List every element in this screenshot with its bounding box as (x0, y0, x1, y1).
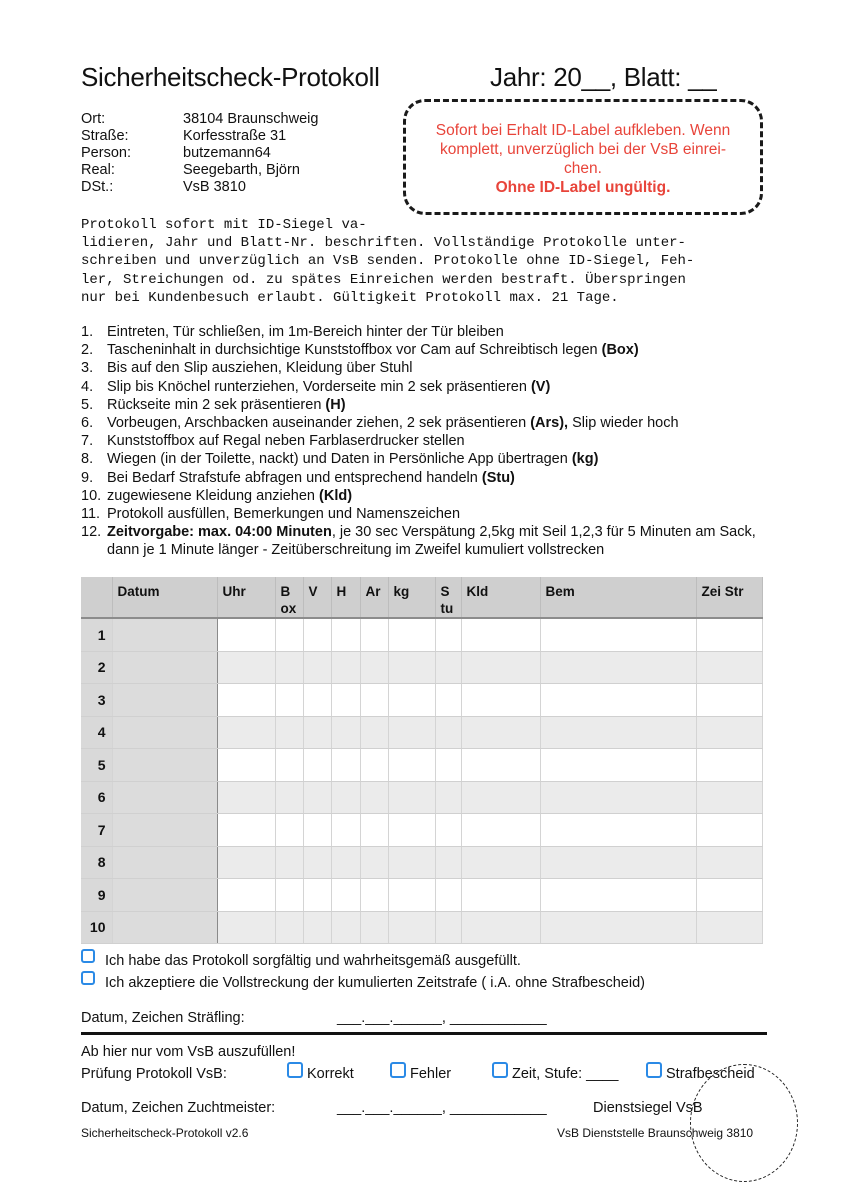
step-number: 1. (81, 324, 94, 340)
table-cell[interactable] (360, 879, 388, 912)
table-cell[interactable] (112, 684, 217, 717)
step-text (107, 414, 679, 432)
step-number: 9. (81, 469, 94, 486)
table-cell[interactable] (331, 618, 360, 651)
table-row (81, 846, 762, 879)
table-cell[interactable] (388, 716, 435, 749)
table-cell[interactable] (331, 749, 360, 782)
declaration-checkbox-2[interactable] (81, 971, 95, 985)
table-cell[interactable] (461, 716, 540, 749)
table-cell[interactable] (360, 846, 388, 879)
info-label: Ort: (81, 111, 106, 127)
table-cell[interactable] (275, 781, 303, 814)
step-text (107, 523, 781, 559)
table-cell[interactable] (112, 781, 217, 814)
step-item (81, 432, 781, 450)
column-header: S tu (435, 577, 461, 618)
info-value: 38104 Braunschweig (183, 111, 319, 127)
row-number: 4 (81, 716, 112, 749)
option-zeit-stufe[interactable] (492, 1062, 619, 1082)
step-number: 6. (81, 415, 94, 432)
step-text-part: Bis auf den Slip ausziehen, Kleidung über Stuhl (107, 360, 413, 377)
declaration-text: Ich habe das Protokoll sorgfältig und wahrheitsgemäß ausgefüllt. (105, 953, 521, 969)
id-label-warning: Ohne ID-Label ungültig. (495, 179, 671, 196)
column-header (81, 577, 112, 618)
table-cell[interactable] (435, 651, 461, 684)
step-number: 8. (81, 451, 94, 468)
row-number: 6 (81, 781, 112, 814)
info-value: Korfesstraße 31 (183, 128, 287, 144)
step-text-part: Slip wieder hoch (568, 415, 679, 432)
instructions-paragraph (81, 216, 771, 307)
row-number: 1 (81, 618, 112, 651)
step-text (107, 341, 639, 359)
step-text-part: Protokoll ausfüllen, Bemerkungen und Namenszeichen (107, 506, 461, 523)
fehler-checkbox[interactable] (390, 1062, 406, 1078)
table-cell[interactable] (112, 651, 217, 684)
warden-signature-label: Datum, Zeichen Zuchtmeister: (81, 1100, 276, 1116)
info-value: butzemann64 (183, 145, 271, 161)
declaration-text: Ich akzeptiere die Vollstreckung der kumulierten Zeitstrafe ( i.A. ohne Strafbescheid) (105, 975, 645, 991)
step-text (107, 378, 550, 396)
table-cell[interactable] (275, 651, 303, 684)
table-cell[interactable] (112, 716, 217, 749)
table-cell[interactable] (217, 716, 275, 749)
step-item (81, 378, 781, 396)
step-code: (H) (325, 396, 346, 413)
row-number: 2 (81, 651, 112, 684)
step-number: 12. (81, 524, 102, 541)
column-header: V (303, 577, 331, 618)
step-item (81, 396, 781, 414)
table-cell[interactable] (696, 846, 762, 879)
instruction-line: lidieren, Jahr und Blatt-Nr. beschriften. Vollständige Protokolle unter- (81, 235, 686, 252)
table-cell[interactable] (540, 716, 696, 749)
info-row-strasse (81, 128, 318, 145)
table-cell[interactable] (275, 749, 303, 782)
table-cell[interactable] (112, 618, 217, 651)
table-cell[interactable] (540, 618, 696, 651)
column-header: B ox (275, 577, 303, 618)
step-code: (Ars), (530, 415, 569, 432)
step-text-part: Kunststoffbox auf Regal neben Farblaserdrucker stellen (107, 433, 465, 450)
log-table (81, 577, 763, 944)
table-cell[interactable] (360, 911, 388, 944)
document-title: Sicherheitscheck-Protokoll (81, 62, 380, 92)
table-cell[interactable] (217, 618, 275, 651)
step-item (81, 359, 781, 377)
table-row (81, 879, 762, 912)
table-cell[interactable] (696, 879, 762, 912)
table-cell[interactable] (275, 846, 303, 879)
info-label: Person: (81, 145, 131, 161)
step-item (81, 469, 781, 487)
table-cell[interactable] (217, 684, 275, 717)
table-cell[interactable] (112, 814, 217, 847)
table-cell[interactable] (540, 781, 696, 814)
option-label: Zeit, Stufe: ____ (512, 1066, 619, 1082)
table-cell[interactable] (696, 651, 762, 684)
table-cell[interactable] (540, 684, 696, 717)
table-cell[interactable] (435, 814, 461, 847)
table-cell[interactable] (388, 651, 435, 684)
table-cell[interactable] (540, 651, 696, 684)
seal-label: Dienstsiegel VsB (593, 1100, 703, 1116)
id-label-text: Sofort bei Erhalt ID-Label aufkleben. Wenn (435, 122, 731, 139)
instruction-line: schreiben und unverzüglich an VsB senden. Protokolle ohne ID-Siegel, Feh- (81, 253, 695, 270)
step-number: 11. (81, 506, 101, 523)
table-cell[interactable] (461, 684, 540, 717)
step-code: (V) (530, 378, 551, 395)
section-divider (81, 1032, 767, 1035)
step-item (81, 341, 781, 359)
info-row-real (81, 162, 318, 179)
instruction-line: nur bei Kundenbesuch erlaubt. Gültigkeit Protokoll max. 21 Tage. (81, 289, 619, 306)
info-label: DSt.: (81, 179, 114, 195)
table-cell[interactable] (275, 911, 303, 944)
step-number: 5. (81, 396, 94, 413)
step-number: 7. (81, 433, 94, 450)
footer-version: Sicherheitscheck-Protokoll v2.6 (81, 1126, 249, 1140)
step-number: 2. (81, 342, 94, 359)
table-cell[interactable] (303, 749, 331, 782)
table-cell[interactable] (303, 911, 331, 944)
table-cell[interactable] (331, 684, 360, 717)
table-cell[interactable] (275, 879, 303, 912)
table-cell[interactable] (112, 879, 217, 912)
step-text-part: Rückseite min 2 sek präsentieren (107, 396, 326, 413)
table-cell[interactable] (360, 749, 388, 782)
table-cell[interactable] (360, 781, 388, 814)
step-code: (kg) (571, 451, 599, 468)
column-header: Zei Str (696, 577, 762, 618)
step-code: (Box) (601, 342, 639, 359)
table-cell[interactable] (696, 911, 762, 944)
table-cell[interactable] (461, 879, 540, 912)
table-cell[interactable] (540, 911, 696, 944)
table-cell[interactable] (388, 814, 435, 847)
strafbescheid-checkbox[interactable] (646, 1062, 662, 1078)
info-label: Real: (81, 162, 115, 178)
steps-list (81, 323, 781, 560)
info-value: Seegebarth, Björn (183, 162, 300, 178)
id-label-text: komplett, unverzüglich bei der VsB einrei- (439, 141, 727, 158)
table-cell[interactable] (303, 716, 331, 749)
table-cell[interactable] (696, 716, 762, 749)
table-cell[interactable] (360, 618, 388, 651)
table-cell[interactable] (112, 911, 217, 944)
step-text-part: Slip bis Knöchel runterziehen, Vorderseite min 2 sek präsentieren (107, 378, 531, 395)
table-cell[interactable] (461, 911, 540, 944)
table-cell[interactable] (388, 879, 435, 912)
step-item (81, 523, 781, 559)
prisoner-signature-label: Datum, Zeichen Sträfling: (81, 1010, 245, 1026)
table-cell[interactable] (331, 651, 360, 684)
table-cell[interactable] (217, 781, 275, 814)
step-item (81, 414, 781, 432)
step-text-part: Bei Bedarf Strafstufe abfragen und entsprechend handeln (107, 469, 482, 486)
table-cell[interactable] (461, 814, 540, 847)
column-header: Uhr (217, 577, 275, 618)
table-cell[interactable] (461, 846, 540, 879)
table-cell[interactable] (303, 684, 331, 717)
option-label: Fehler (410, 1066, 452, 1082)
table-cell[interactable] (275, 716, 303, 749)
table-cell[interactable] (435, 911, 461, 944)
year-sheet-field: Jahr: 20__, Blatt: __ (490, 62, 717, 92)
declaration-checkbox-1[interactable] (81, 949, 95, 963)
table-cell[interactable] (540, 846, 696, 879)
zeit-stufe-checkbox[interactable] (492, 1062, 508, 1078)
step-text-part: Tascheninhalt in durchsichtige Kunststoffbox vor Cam auf Schreibtisch legen (107, 342, 602, 359)
table-cell[interactable] (435, 684, 461, 717)
footer-office: VsB Dienststelle Braunschweig 3810 (557, 1126, 754, 1140)
table-cell[interactable] (303, 846, 331, 879)
table-cell[interactable] (275, 684, 303, 717)
table-cell[interactable] (303, 814, 331, 847)
table-cell[interactable] (217, 846, 275, 879)
declaration-2 (81, 975, 645, 991)
vsb-only-note: Ab hier nur vom VsB auszufüllen! (81, 1044, 296, 1060)
row-number: 7 (81, 814, 112, 847)
table-cell[interactable] (112, 846, 217, 879)
step-text-part: zugewiesene Kleidung anziehen (107, 487, 320, 504)
row-number: 3 (81, 684, 112, 717)
prisoner-signature-field[interactable]: ___.___.______, ____________ (337, 1010, 547, 1026)
row-number: 9 (81, 879, 112, 912)
table-cell[interactable] (435, 716, 461, 749)
table-row (81, 618, 762, 651)
table-cell[interactable] (360, 716, 388, 749)
info-row-dst (81, 179, 318, 196)
step-text (107, 323, 504, 341)
step-text (107, 505, 460, 523)
table-cell[interactable] (461, 651, 540, 684)
table-cell[interactable] (461, 749, 540, 782)
table-cell[interactable] (360, 651, 388, 684)
instruction-line: ler, Streichungen od. zu spätes Einreichen werden bestraft. Überspringen (81, 271, 686, 288)
table-row (81, 684, 762, 717)
table-row (81, 749, 762, 782)
row-number: 8 (81, 846, 112, 879)
step-text-part: , je 30 sec Verspätung 2,5kg mit Seil 1,2,3 für 5 Minuten am Sack, dann je 1 Minute länger - Zeitüberschreitung im Zweifel kumuliert vollstrecken (107, 524, 756, 559)
step-text-part: Wiegen (in der Toilette, nackt) und Daten in Persönliche App übertragen (107, 451, 572, 468)
table-cell[interactable] (435, 846, 461, 879)
table-cell[interactable] (217, 749, 275, 782)
table-cell[interactable] (461, 781, 540, 814)
step-item (81, 450, 781, 468)
step-code: Zeitvorgabe: max. 04:00 Minuten (107, 524, 332, 541)
address-block (81, 111, 318, 196)
column-header: Bem (540, 577, 696, 618)
step-number: 10. (81, 487, 102, 504)
table-cell[interactable] (388, 846, 435, 879)
step-text (107, 469, 515, 487)
table-cell[interactable] (303, 618, 331, 651)
step-number: 4. (81, 378, 94, 395)
table-cell[interactable] (217, 879, 275, 912)
table-cell[interactable] (696, 814, 762, 847)
seal-stamp-area (690, 1064, 798, 1182)
table-cell[interactable] (360, 684, 388, 717)
table-cell[interactable] (303, 651, 331, 684)
table-cell[interactable] (217, 814, 275, 847)
column-header: Datum (112, 577, 217, 618)
column-header: H (331, 577, 360, 618)
info-label: Straße: (81, 128, 129, 144)
id-label-text: chen. (564, 160, 602, 177)
table-cell[interactable] (217, 651, 275, 684)
option-fehler[interactable] (390, 1062, 452, 1082)
table-cell[interactable] (540, 814, 696, 847)
table-row (81, 814, 762, 847)
vsb-check-label: Prüfung Protokoll VsB: (81, 1066, 227, 1082)
step-text (107, 359, 413, 377)
table-cell[interactable] (696, 749, 762, 782)
step-text (107, 487, 352, 505)
table-cell[interactable] (275, 618, 303, 651)
table-cell[interactable] (388, 618, 435, 651)
table-cell[interactable] (435, 749, 461, 782)
table-cell[interactable] (696, 618, 762, 651)
table-cell[interactable] (388, 684, 435, 717)
table-cell[interactable] (388, 911, 435, 944)
table-cell[interactable] (461, 618, 540, 651)
table-cell[interactable] (435, 618, 461, 651)
table-cell[interactable] (696, 781, 762, 814)
table-cell[interactable] (388, 749, 435, 782)
table-cell[interactable] (112, 749, 217, 782)
table-row (81, 781, 762, 814)
info-value: VsB 3810 (183, 179, 246, 195)
table-cell[interactable] (540, 879, 696, 912)
table-cell[interactable] (331, 911, 360, 944)
step-item (81, 323, 781, 341)
column-header: Kld (461, 577, 540, 618)
row-number: 5 (81, 749, 112, 782)
korrekt-checkbox[interactable] (287, 1062, 303, 1078)
step-text-part: Eintreten, Tür schließen, im 1m-Bereich hinter der Tür bleiben (107, 324, 504, 340)
table-cell[interactable] (331, 781, 360, 814)
step-number: 3. (81, 360, 94, 377)
table-cell[interactable] (435, 879, 461, 912)
table-cell[interactable] (360, 814, 388, 847)
step-item (81, 505, 781, 523)
id-label-box (403, 99, 763, 215)
option-label: Korrekt (307, 1066, 354, 1082)
step-code: (Stu) (481, 469, 515, 486)
step-item (81, 487, 781, 505)
instruction-line: Protokoll sofort mit ID-Siegel va- (81, 217, 367, 233)
table-cell[interactable] (303, 879, 331, 912)
option-label: Strafbescheid (666, 1066, 755, 1082)
table-cell[interactable] (331, 879, 360, 912)
declaration-1 (81, 953, 521, 969)
warden-signature-field[interactable]: ___.___.______, ____________ (337, 1100, 547, 1116)
step-code: (Kld) (319, 487, 353, 504)
info-row-ort (81, 111, 318, 128)
table-cell[interactable] (303, 781, 331, 814)
row-number: 10 (81, 911, 112, 944)
table-cell[interactable] (696, 684, 762, 717)
table-cell[interactable] (388, 781, 435, 814)
table-cell[interactable] (331, 814, 360, 847)
column-header: kg (388, 577, 435, 618)
step-text (107, 432, 465, 450)
option-korrekt[interactable] (287, 1062, 354, 1082)
table-row (81, 651, 762, 684)
step-text-part: Vorbeugen, Arschbacken auseinander ziehen, 2 sek präsentieren (107, 415, 531, 432)
table-cell[interactable] (217, 911, 275, 944)
table-cell[interactable] (435, 781, 461, 814)
column-header: Ar (360, 577, 388, 618)
table-cell[interactable] (331, 846, 360, 879)
table-row (81, 911, 762, 944)
step-text (107, 450, 598, 468)
step-text (107, 396, 346, 414)
table-cell[interactable] (331, 716, 360, 749)
table-cell[interactable] (275, 814, 303, 847)
table-cell[interactable] (540, 749, 696, 782)
table-row (81, 716, 762, 749)
info-row-person (81, 145, 318, 162)
